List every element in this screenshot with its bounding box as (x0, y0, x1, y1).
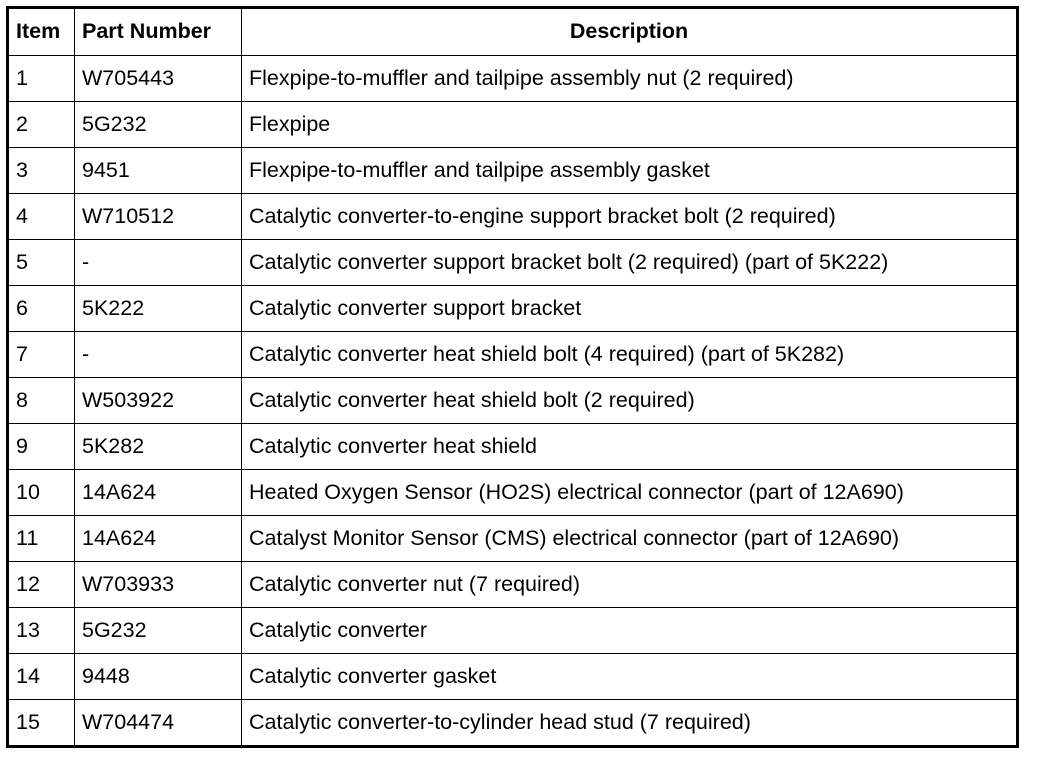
item-cell: 2 (8, 102, 75, 148)
item-cell: 7 (8, 332, 75, 378)
item-cell: 4 (8, 194, 75, 240)
table-row (8, 332, 1018, 378)
item-cell: 13 (8, 608, 75, 654)
header-row (8, 8, 1018, 56)
description-cell: Catalytic converter-to-cylinder head stud (7 required) (242, 700, 1018, 747)
item-cell: 5 (8, 240, 75, 286)
table-body (8, 56, 1018, 747)
table-row (8, 654, 1018, 700)
parts-table (6, 6, 1019, 748)
table-row (8, 516, 1018, 562)
item-cell: 6 (8, 286, 75, 332)
item-cell: 14 (8, 654, 75, 700)
item-cell: 3 (8, 148, 75, 194)
part-number-cell: 5K282 (75, 424, 242, 470)
table-row (8, 194, 1018, 240)
part-number-cell: 5K222 (75, 286, 242, 332)
description-cell: Flexpipe-to-muffler and tailpipe assembly gasket (242, 148, 1018, 194)
description-cell: Catalytic converter heat shield bolt (2 required) (242, 378, 1018, 424)
table-row (8, 378, 1018, 424)
description-cell: Catalytic converter gasket (242, 654, 1018, 700)
part-number-cell: W703933 (75, 562, 242, 608)
item-cell: 11 (8, 516, 75, 562)
header-part-number: Part Number (75, 8, 242, 56)
part-number-cell: 9451 (75, 148, 242, 194)
description-cell: Catalytic converter (242, 608, 1018, 654)
table-row (8, 608, 1018, 654)
header-description: Description (242, 8, 1018, 56)
item-cell: 9 (8, 424, 75, 470)
part-number-cell: 5G232 (75, 608, 242, 654)
description-cell: Heated Oxygen Sensor (HO2S) electrical connector (part of 12A690) (242, 470, 1018, 516)
part-number-cell: 14A624 (75, 516, 242, 562)
part-number-cell: 9448 (75, 654, 242, 700)
table-row (8, 700, 1018, 747)
part-number-cell: W710512 (75, 194, 242, 240)
description-cell: Catalytic converter heat shield bolt (4 required) (part of 5K282) (242, 332, 1018, 378)
table-row (8, 286, 1018, 332)
table-header (8, 8, 1018, 56)
description-cell: Catalytic converter support bracket bolt (2 required) (part of 5K222) (242, 240, 1018, 286)
table-row (8, 102, 1018, 148)
table-row (8, 470, 1018, 516)
description-cell: Catalytic converter-to-engine support bracket bolt (2 required) (242, 194, 1018, 240)
table-row (8, 562, 1018, 608)
table-row (8, 148, 1018, 194)
part-number-cell: W503922 (75, 378, 242, 424)
part-number-cell: - (75, 332, 242, 378)
part-number-cell: 5G232 (75, 102, 242, 148)
description-cell: Catalyst Monitor Sensor (CMS) electrical connector (part of 12A690) (242, 516, 1018, 562)
part-number-cell: 14A624 (75, 470, 242, 516)
item-cell: 15 (8, 700, 75, 747)
item-cell: 1 (8, 56, 75, 102)
description-cell: Flexpipe (242, 102, 1018, 148)
part-number-cell: - (75, 240, 242, 286)
header-item: Item (8, 8, 75, 56)
table-row (8, 56, 1018, 102)
description-cell: Catalytic converter nut (7 required) (242, 562, 1018, 608)
item-cell: 8 (8, 378, 75, 424)
table-row (8, 240, 1018, 286)
item-cell: 10 (8, 470, 75, 516)
table-row (8, 424, 1018, 470)
description-cell: Catalytic converter heat shield (242, 424, 1018, 470)
part-number-cell: W705443 (75, 56, 242, 102)
item-cell: 12 (8, 562, 75, 608)
description-cell: Catalytic converter support bracket (242, 286, 1018, 332)
description-cell: Flexpipe-to-muffler and tailpipe assembly nut (2 required) (242, 56, 1018, 102)
part-number-cell: W704474 (75, 700, 242, 747)
